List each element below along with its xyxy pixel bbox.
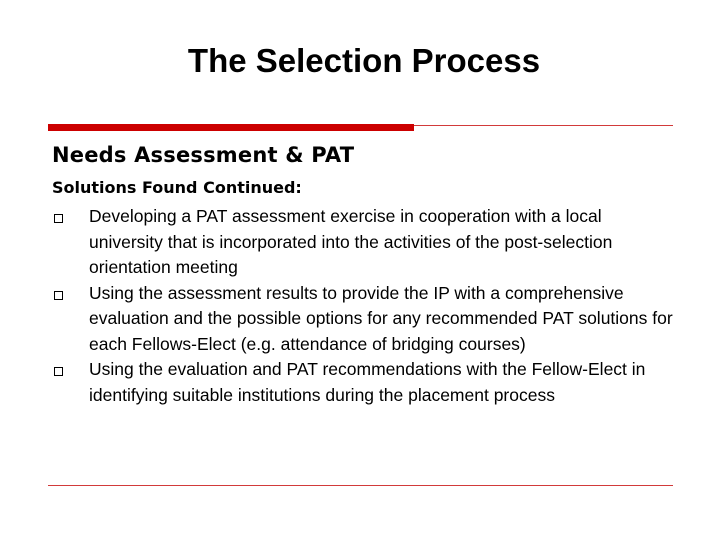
bullet-text: Using the evaluation and PAT recommendations with the Fellow-Elect in identifying suitable institutions during the placement process xyxy=(89,359,646,405)
hollow-square-bullet-icon xyxy=(54,214,63,223)
hollow-square-bullet-icon xyxy=(54,367,63,376)
list-item xyxy=(52,357,677,408)
title-divider-accent xyxy=(48,124,414,131)
bullet-text: Using the assessment results to provide the IP with a comprehensive evaluation and the possible options for any recommended PAT solutions for each Fellows-Elect (e.g. attendance of bridging courses) xyxy=(89,282,673,354)
section-heading: Solutions Found Continued: xyxy=(52,178,302,197)
hollow-square-bullet-icon xyxy=(54,291,63,300)
bullet-text: Developing a PAT assessment exercise in cooperation with a local university that is incorporated into the activities of the post-selection orientation meeting xyxy=(89,206,613,277)
bullet-list xyxy=(52,204,677,408)
list-item xyxy=(52,204,677,281)
slide-subtitle: Needs Assessment & PAT xyxy=(52,143,355,167)
slide-title: The Selection Process xyxy=(187,42,541,79)
footer-divider xyxy=(48,485,673,486)
list-item xyxy=(52,281,677,358)
